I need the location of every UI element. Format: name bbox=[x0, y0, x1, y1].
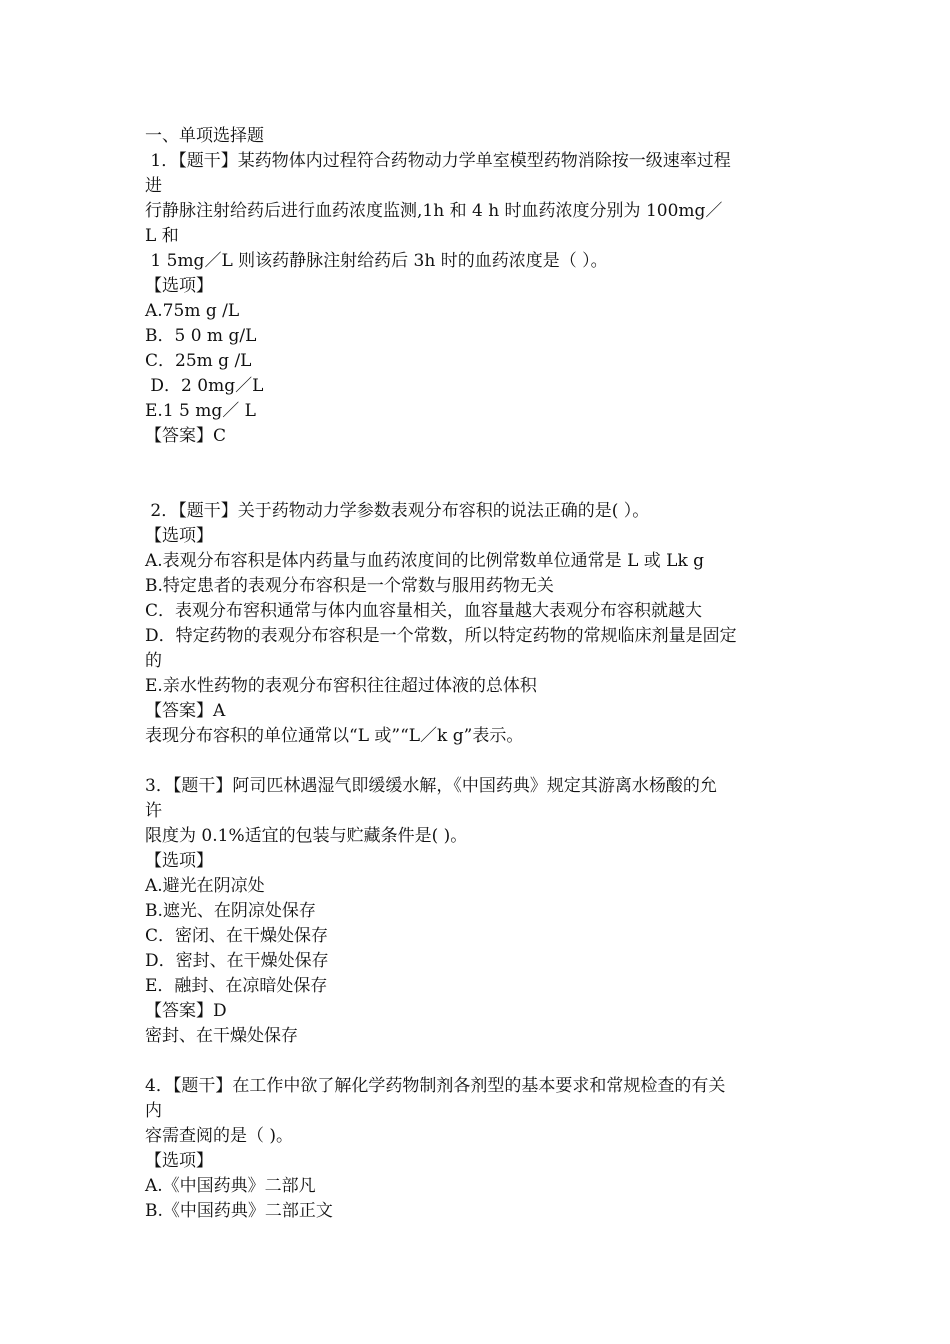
question-2-option-a: A.表观分布容积是体内药量与血药浓度间的比例常数单位通常是 L 或 Lk g bbox=[145, 551, 705, 571]
question-3-option-b: B.遮光、在阴凉处保存 bbox=[145, 901, 316, 921]
spacer bbox=[145, 449, 815, 499]
spacer bbox=[145, 1049, 815, 1074]
question-2-option-b: B.特定患者的表观分布容积是一个常数与服用药物无关 bbox=[145, 576, 554, 596]
question-4-option-b: B.《中国药典》二部正文 bbox=[145, 1201, 333, 1221]
question-3 bbox=[145, 774, 815, 1049]
question-2-option-d: D．特定药物的表观分布容积是一个常数，所以特定药物的常规临床剂量是固定 bbox=[145, 626, 737, 646]
question-3-option-c: C．密闭、在干燥处保存 bbox=[145, 926, 329, 946]
question-3-answer: 【答案】D bbox=[145, 1001, 227, 1021]
question-2-option-c: C．表观分布窖积通常与体内血容量相关，血容量越大表观分布容积就越大 bbox=[145, 601, 703, 621]
question-3-stem-line: 许 bbox=[145, 801, 162, 821]
question-1-answer: 【答案】C bbox=[145, 426, 227, 446]
question-2-options-label: 【选项】 bbox=[145, 526, 213, 546]
question-3-option-a: A.避光在阴凉处 bbox=[145, 876, 265, 896]
question-4-options-label: 【选项】 bbox=[145, 1151, 213, 1171]
question-3-explanation: 密封、在干燥处保存 bbox=[145, 1026, 298, 1046]
question-2 bbox=[145, 499, 815, 749]
question-1-stem-line: 行静脉注射给药后进行血药浓度监测,1h 和 4 h 时血药浓度分别为 100mg／ bbox=[145, 201, 723, 221]
question-4-stem-line: 内 bbox=[145, 1101, 162, 1121]
document-body bbox=[145, 124, 815, 1224]
question-4-stem-line: 4．【题干】在工作中欲了解化学药物制剂各剂型的基本要求和常规检查的有关 bbox=[145, 1076, 726, 1096]
spacer bbox=[145, 749, 815, 774]
question-1 bbox=[145, 149, 815, 449]
question-1-option-d: D．2 0mg／L bbox=[145, 376, 264, 396]
question-1-option-c: C．25m g /L bbox=[145, 351, 252, 371]
question-1-stem-line: 进 bbox=[145, 176, 162, 196]
question-2-option-d-continued: 的 bbox=[145, 651, 162, 671]
question-2-stem-line: 2．【题干】关于药物动力学参数表观分布容积的说法正确的是( ）。 bbox=[145, 501, 650, 521]
section-title: 一、单项选择题 bbox=[145, 126, 264, 146]
question-2-explanation: 表现分布容积的单位通常以“L 或”“L／k g”表示。 bbox=[145, 726, 524, 746]
question-3-stem-line: 3．【题干】阿司匹林遇湿气即缓缓水解，《中国药典》规定其游离水杨酸的允 bbox=[145, 776, 717, 796]
question-1-option-a: A.75m g /L bbox=[145, 301, 240, 321]
question-3-option-e: E．融封、在凉暗处保存 bbox=[145, 976, 328, 996]
question-4 bbox=[145, 1074, 815, 1224]
question-1-stem-line: L 和 bbox=[145, 226, 179, 246]
question-4-option-a: A.《中国药典》二部凡 bbox=[145, 1176, 316, 1196]
question-1-stem-line: 1 5mg／L 则该药静脉注射给药后 3h 时的血药浓度是（ ）。 bbox=[145, 251, 608, 271]
question-3-options-label: 【选项】 bbox=[145, 851, 213, 871]
question-4-stem-line: 容需查阅的是（ )。 bbox=[145, 1126, 294, 1146]
question-1-options-label: 【选项】 bbox=[145, 276, 213, 296]
question-3-option-d: D．密封、在干燥处保存 bbox=[145, 951, 329, 971]
question-1-option-e: E.1 5 mg／ L bbox=[145, 401, 256, 421]
question-3-stem-line: 限度为 0.1%适宜的包装与贮藏条件是( )。 bbox=[145, 826, 468, 846]
question-2-option-e: E.亲水性药物的表观分布窖积往往超过体液的总体积 bbox=[145, 676, 537, 696]
question-1-option-b: B．5 0 m g/L bbox=[145, 326, 257, 346]
question-2-answer: 【答案】A bbox=[145, 701, 226, 721]
question-1-stem-line: 1．【题干】某药物体内过程符合药物动力学单室模型药物消除按一级速率过程 bbox=[145, 151, 731, 171]
